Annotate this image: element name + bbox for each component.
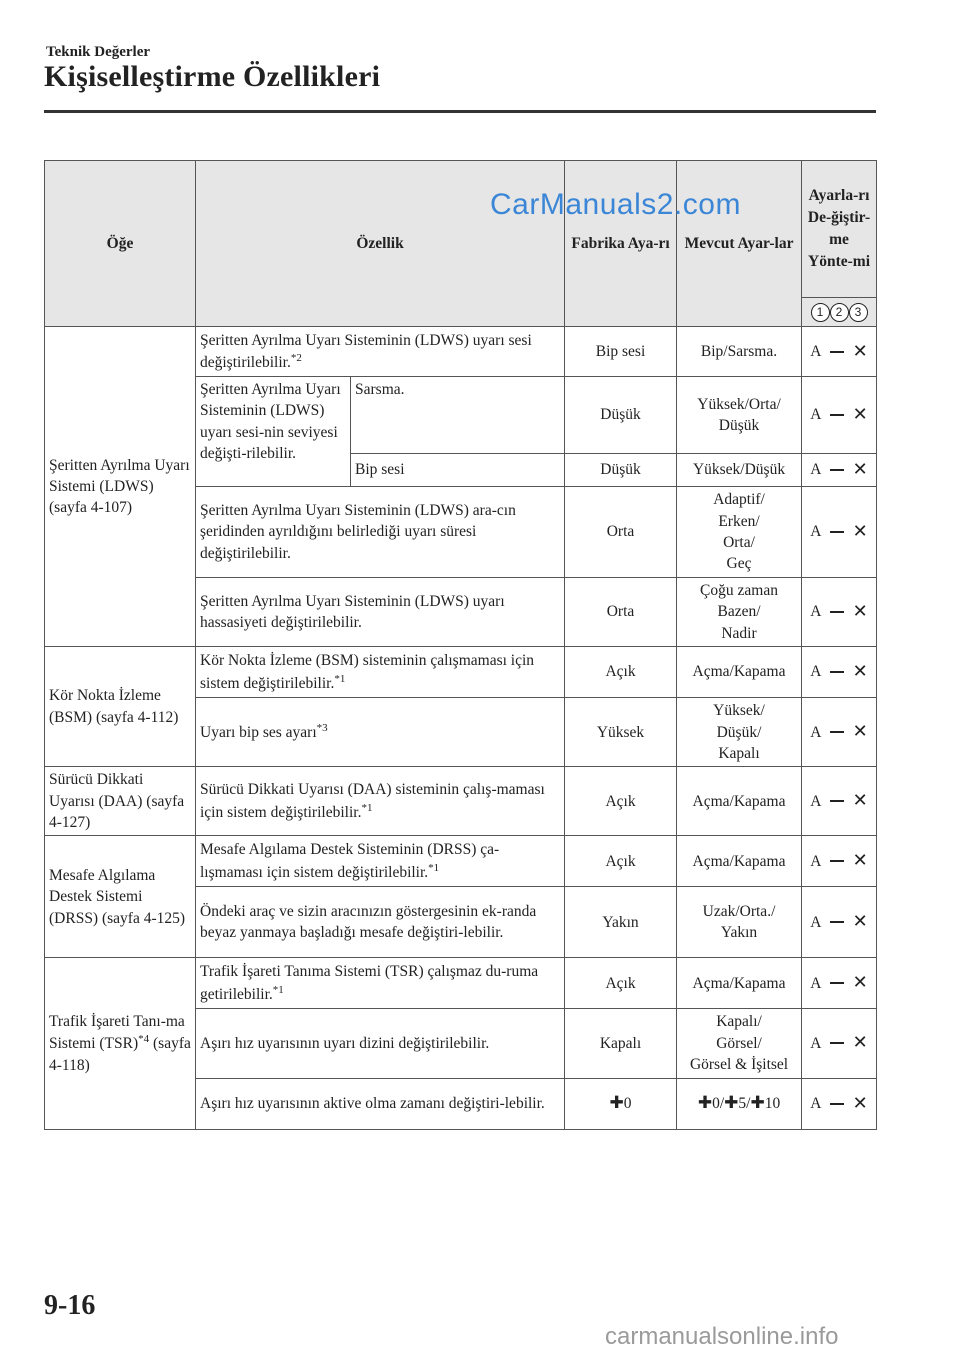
- feature-cell: Sürücü Dikkati Uyarısı (DAA) sisteminin çalış-maması için sistem değiştirilebilir.$^{*1}$: [196, 767, 565, 836]
- circled-one-icon: 1: [811, 303, 830, 322]
- factory-cell: Yakın: [565, 887, 677, 958]
- plus-icon: ✚: [750, 1092, 765, 1113]
- header-row: [45, 161, 877, 298]
- feature-cell: Aşırı hız uyarısının uyarı dizini değiştirilebilir.: [196, 1009, 565, 1078]
- factory-cell: Yüksek: [565, 698, 677, 767]
- dash-icon: [830, 531, 844, 533]
- table-row: [45, 647, 877, 698]
- header-available: Mevcut Ayar-lar: [677, 161, 802, 327]
- section-label: Teknik Değerler: [46, 44, 151, 60]
- plus-icon: ✚: [697, 1092, 713, 1113]
- factory-cell: Düşük: [565, 454, 677, 487]
- dash-icon: [830, 414, 844, 416]
- dash-icon: [830, 611, 844, 613]
- feature-cell: Mesafe Algılama Destek Sisteminin (DRSS) ça-lışmaması için sistem değiştirilebilir.$^{*1}$: [196, 836, 565, 887]
- table-row: [45, 327, 877, 377]
- factory-cell: Bip sesi: [565, 327, 677, 377]
- page-number: 9-16: [44, 1290, 96, 1321]
- feature-cell: Bip sesi: [351, 454, 565, 487]
- feature-cell: Trafik İşareti Tanıma Sistemi (TSR) çalışmaz du-ruma getirilebilir.$^{*1}$: [196, 958, 565, 1009]
- table-row: [45, 958, 877, 1009]
- header-method-numbers: [802, 298, 877, 327]
- available-cell: Açma/Kapama: [677, 958, 802, 1009]
- dash-icon: [830, 860, 844, 862]
- cross-icon: ✕: [852, 790, 868, 812]
- item-tsr: Trafik İşareti Tanı-ma Sistemi (TSR)$^{*4}$ (sayfa 4-118): [45, 958, 196, 1129]
- cross-icon: ✕: [852, 521, 868, 542]
- item-bsm: Kör Nokta İzleme (BSM) (sayfa 4-112): [45, 647, 196, 767]
- subgroup-cell: Şeritten Ayrılma Uyarı Sisteminin (LDWS) uyarı sesi-nin seviyesi değişti-rilebilir.: [196, 377, 351, 487]
- title-rule: [44, 110, 876, 113]
- dash-icon: [830, 982, 844, 984]
- factory-cell: Açık: [565, 647, 677, 698]
- cross-icon: ✕: [852, 972, 868, 994]
- factory-cell: Açık: [565, 836, 677, 887]
- table-row: [45, 836, 877, 887]
- method-cell: A ✕: [802, 578, 877, 647]
- method-a: A: [810, 342, 822, 360]
- plus-icon: ✚: [724, 1092, 739, 1113]
- item-drss: Mesafe Algılama Destek Sistemi (DRSS) (sayfa 4-125): [45, 836, 196, 958]
- factory-cell: Orta: [565, 487, 677, 578]
- dash-icon: [830, 469, 844, 471]
- factory-cell: Açık: [565, 958, 677, 1009]
- feature-cell: Kör Nokta İzleme (BSM) sisteminin çalışmaması için sistem değiştirilebilir.$^{*1}$: [196, 647, 565, 698]
- available-cell: Bip/Sarsma.: [677, 327, 802, 377]
- available-cell: Açma/Kapama: [677, 767, 802, 836]
- available-cell: Çoğu zaman Bazen/ Nadir: [677, 578, 802, 647]
- method-cell: [802, 327, 877, 377]
- available-cell: Adaptif/ Erken/ Orta/ Geç: [677, 487, 802, 578]
- feature-cell: Şeritten Ayrılma Uyarı Sisteminin (LDWS) ara-cın şeridinden ayrıldığını belirlediği uyarı süresi değiştirilebilir.: [196, 487, 565, 578]
- available-cell: Yüksek/Düşük: [677, 454, 802, 487]
- cross-icon: ✕: [852, 850, 868, 872]
- header-method: Ayarla-rı De-ğiştir-me Yönte-mi: [802, 161, 877, 298]
- available-cell: Açma/Kapama: [677, 647, 802, 698]
- available-cell: Açma/Kapama: [677, 836, 802, 887]
- method-cell: A ✕: [802, 1078, 877, 1129]
- item-ldws: Şeritten Ayrılma Uyarı Sistemi (LDWS) (sayfa 4-107): [45, 327, 196, 647]
- dash-icon: [830, 731, 844, 733]
- customization-table: [44, 160, 877, 1130]
- method-cell: A ✕: [802, 1009, 877, 1078]
- cross-icon: ✕: [852, 459, 868, 480]
- method-cell: A ✕: [802, 454, 877, 487]
- method-cell: A ✕: [802, 377, 877, 454]
- available-cell: Yüksek/Orta/ Düşük: [677, 377, 802, 454]
- available-cell: Yüksek/ Düşük/ Kapalı: [677, 698, 802, 767]
- plus-icon: ✚: [609, 1092, 624, 1113]
- factory-cell: Düşük: [565, 377, 677, 454]
- feature-cell: Öndeki araç ve sizin aracınızın göstergesinin ek-randa beyaz yanmaya başladığı mesafe değiştiri-lebilir.: [196, 887, 565, 958]
- circled-three-icon: 3: [849, 303, 868, 322]
- header-factory: Fabrika Aya-rı: [565, 161, 677, 327]
- dash-icon: [830, 800, 844, 802]
- dash-icon: [830, 1103, 844, 1105]
- header-item: Öğe: [45, 161, 196, 327]
- method-cell: A ✕: [802, 698, 877, 767]
- cross-icon: ✕: [852, 404, 868, 425]
- cross-icon: ✕: [852, 911, 868, 933]
- method-cell: A ✕: [802, 887, 877, 958]
- footer-watermark: carmanualsonline.info: [605, 1323, 839, 1350]
- item-daa: Sürücü Dikkati Uyarısı (DAA) (sayfa 4-127): [45, 767, 196, 836]
- cross-icon: ✕: [852, 721, 868, 743]
- cross-icon: ✕: [852, 1032, 868, 1054]
- cross-icon: ✕: [852, 1092, 868, 1114]
- feature-cell: Uyarı bip ses ayarı$^{*3}$: [196, 698, 565, 767]
- method-cell: A ✕: [802, 836, 877, 887]
- dash-icon: [830, 671, 844, 673]
- factory-cell: Kapalı: [565, 1009, 677, 1078]
- dash-icon: [830, 1042, 844, 1044]
- method-cell: A ✕: [802, 767, 877, 836]
- method-cell: A ✕: [802, 647, 877, 698]
- available-cell: ✚0/✚5/✚10: [677, 1078, 802, 1129]
- cross-icon: ✕: [852, 601, 868, 623]
- page-title: Kişiselleştirme Özellikleri: [44, 60, 381, 93]
- header-feature: Özellik: [196, 161, 565, 327]
- cross-icon: ✕: [852, 661, 868, 683]
- factory-cell: Açık: [565, 767, 677, 836]
- feature-cell: Sarsma.: [351, 377, 565, 454]
- available-cell: Kapalı/ Görsel/ Görsel & İşitsel: [677, 1009, 802, 1078]
- factory-cell: ✚0: [565, 1078, 677, 1129]
- available-cell: Uzak/Orta./ Yakın: [677, 887, 802, 958]
- feature-cell: Aşırı hız uyarısının aktive olma zamanı değiştiri-lebilir.: [196, 1078, 565, 1129]
- dash-icon: [830, 351, 844, 353]
- watermark: CarManuals2.com: [490, 188, 741, 221]
- table-row: [45, 767, 877, 836]
- method-cell: A ✕: [802, 487, 877, 578]
- method-cell: A ✕: [802, 958, 877, 1009]
- dash-icon: [830, 921, 844, 923]
- factory-cell: Orta: [565, 578, 677, 647]
- feature-cell: Şeritten Ayrılma Uyarı Sisteminin (LDWS) uyarı hassasiyeti değiştirilebilir.: [196, 578, 565, 647]
- circled-two-icon: 2: [830, 303, 849, 322]
- feature-cell: Şeritten Ayrılma Uyarı Sisteminin (LDWS) uyarı sesi değiştirilebilir.$^{*2}$: [196, 327, 565, 377]
- cross-icon: ✕: [852, 340, 868, 362]
